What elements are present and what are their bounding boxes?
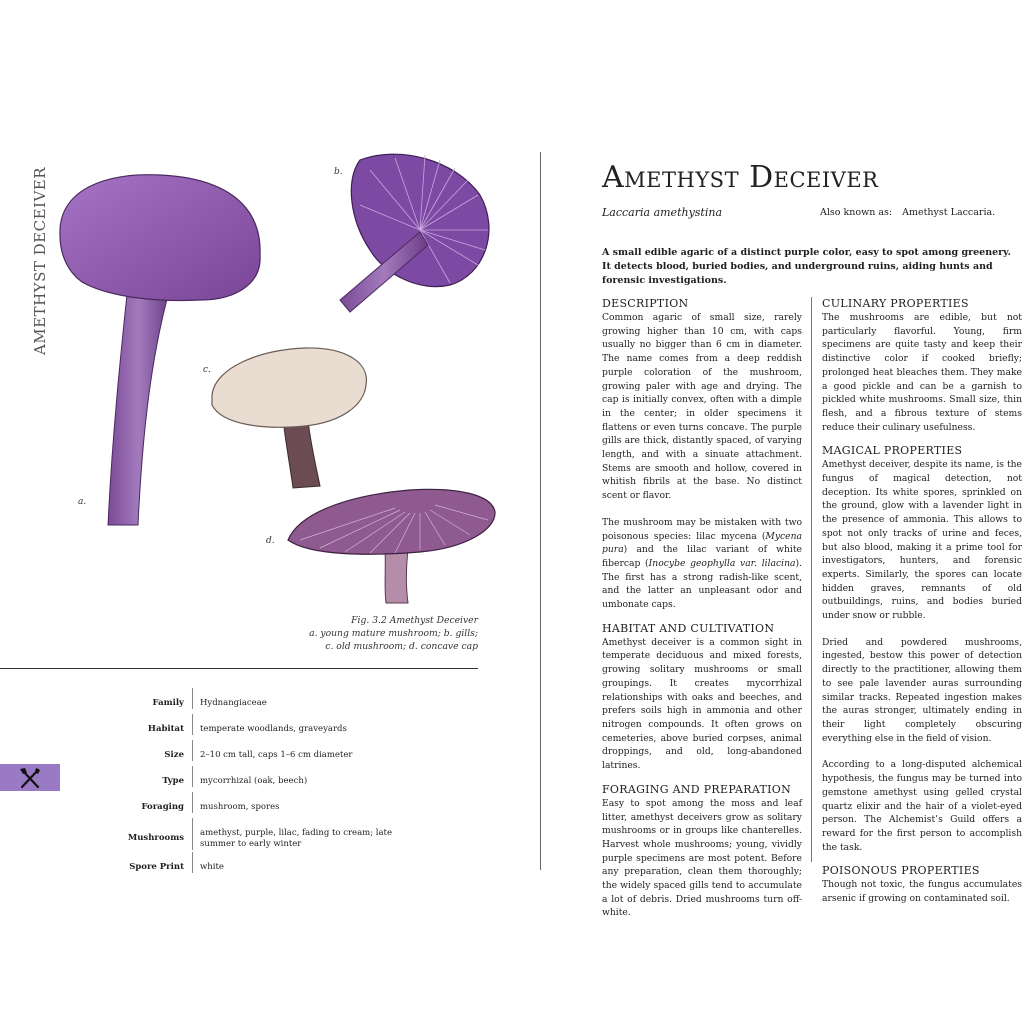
fact-row-type	[110, 766, 430, 792]
fact-label: Foraging	[141, 802, 184, 812]
caption-line-2: a. young mature mushroom; b. gills;	[309, 628, 478, 639]
fact-value: Hydnangiaceae	[192, 688, 422, 709]
fact-value: temperate woodlands, graveyards	[192, 714, 422, 735]
mushroom-b	[340, 154, 489, 312]
habitat-heading: HABITAT AND CULTIVATION	[602, 621, 775, 635]
figure-label-c: c.	[203, 365, 211, 375]
poisonous-heading: POISONOUS PROPERTIES	[822, 864, 980, 878]
intro-summary: A small edible agaric of a distinct purple color, easy to spot among greenery. It detects blood, buried bodies, and underground ruins, aiding hunts and forensic investigations.	[602, 247, 1011, 286]
fact-row-family	[110, 688, 430, 714]
fact-label: Size	[164, 750, 184, 760]
poisonous-paragraph: Though not toxic, the fungus accumulates arsenic if growing on contaminated soil.	[822, 879, 1022, 905]
page-title: Amethyst Deceiver	[602, 160, 879, 195]
magical-paragraph-2: Dried and powdered mushrooms, ingested, bestow this power of detection directly to the practitioner, allowing them to see pale lavender auras surrounding similar tracks. Repeated ingestion makes the auras stronger, ultimately ending in their light completely obscuring everything else in the field of vision.	[822, 636, 1022, 744]
culinary-heading: CULINARY PROPERTIES	[822, 297, 969, 310]
column-divider	[811, 297, 812, 862]
latin-name: Laccaria amethystina	[602, 206, 723, 219]
fact-label: Type	[162, 776, 184, 786]
fact-value: mushroom, spores	[192, 792, 422, 813]
fact-value: white	[192, 852, 422, 873]
caption-title: Fig. 3.2 Amethyst Deceiver	[351, 615, 478, 626]
foraging-heading: FORAGING AND PREPARATION	[602, 782, 792, 796]
description-paragraph-1: Common agaric of small size, rarely growing higher than 10 cm, with caps usually no bigger than 6 cm in diameter. The name comes from a deep reddish purple coloration of the mushroom, growing paler with age and drying. The cap is initially convex, often with a dimple in the center; in older specimens it flattens or even turns concave. The purple gills are thick, distantly spaced, of varying length, and with a sinuate attachment. Stems are smooth and hollow, covered in whitish fibrils at the base. No distinct scent or flavor.	[602, 312, 802, 502]
aka-label: Also known as:	[820, 207, 893, 218]
mushroom-c	[212, 348, 366, 488]
figure-label-d: d.	[266, 536, 275, 546]
fact-label: Mushrooms	[127, 833, 184, 843]
horizontal-divider	[0, 668, 478, 669]
fact-row-mushrooms	[110, 818, 430, 852]
fact-row-foraging	[110, 792, 430, 818]
section-tab[interactable]	[0, 764, 60, 791]
page-gutter	[540, 152, 541, 870]
figure-caption	[178, 614, 478, 653]
culinary-paragraph: The mushrooms are edible, but not particularly flavorful. Young, firm specimens are quite tasty and keep their distinctive color if cooked briefly; prolonged heat bleaches them. They make a good pickle and can be a garnish to pickled white mushrooms. Small size, thin flesh, and a fibrous texture of stems reduce their culinary usefulness.	[822, 312, 1022, 433]
fact-value: amethyst, purple, lilac, fading to cream; late summer to early winter	[192, 818, 422, 850]
crossed-utensils-icon	[18, 767, 42, 789]
fact-label: Spore Print	[129, 862, 184, 872]
magical-paragraph-1: Amethyst deceiver, despite its name, is the fungus of magical detection, not deception. Its white spores, sprinkled on the ground, glow with a lavender light in the presence of ammonia. This allows to spot not only tracks of urine and feces, but also blood, making it a prime tool for investigators, hunters, and forensic experts. Similarly, the spores can locate hidden graves, remnants of old outbuildings, ruins, and bodies buried under snow or rubble.	[822, 459, 1022, 622]
fact-row-spore-print	[110, 852, 430, 878]
aka-value: Amethyst Laccaria.	[902, 207, 996, 218]
facts-table	[110, 688, 430, 878]
magical-paragraph-3: According to a long-disputed alchemical hypothesis, the fungus may be turned into gemstone amethyst using gelled crystal quartz elixir and the hair of a violet-eyed person. The Alchemist’s Guild offers a reward for the first person to accomplish the task.	[822, 759, 1022, 853]
habitat-paragraph: Amethyst deceiver is a common sight in temperate deciduous and mixed forests, growing solitary mushrooms or small groupings. It creates mycorrhizal relationships with oaks and beeches, and prefers soils high in ammonia and other nitrogen compounds. It often grows on cemeteries, above buried corpses, animal droppings, and old, long-abandoned latrines.	[602, 636, 802, 772]
fact-value: mycorrhizal (oak, beech)	[192, 766, 422, 787]
description-heading: DESCRIPTION	[602, 297, 689, 310]
fact-label: Family	[152, 698, 184, 708]
magical-heading: MAGICAL PROPERTIES	[822, 444, 963, 458]
mushroom-d	[288, 489, 495, 603]
description-paragraph-2: The mushroom may be mistaken with two poisonous species: lilac mycena (Mycena pura) and the lilac variant of white fibercap (Inocybe geophylla var. lilacina). The first has a strong radish-like scent, and the latter an unpleasant odor and umbonate caps.	[602, 516, 802, 611]
spine-title: AMETHYST DECEIVER	[31, 166, 49, 355]
mushroom-a	[60, 175, 260, 525]
figure-label-a: a.	[78, 497, 87, 507]
foraging-paragraph: Easy to spot among the moss and leaf litter, amethyst deceivers grow as solitary mushrooms or in groups like chanterelles. Harvest whole mushrooms; young, vividly purple specimens are most potent. Before any preparation, clean them thoroughly; the widely spaced gills tend to accumulate a lot of debris. Dried mushrooms turn off-white.	[602, 797, 802, 919]
fact-value: 2–10 cm tall, caps 1–6 cm diameter	[192, 740, 422, 761]
left-column	[602, 297, 802, 920]
mushroom-illustrations	[0, 0, 540, 660]
also-known-as	[820, 207, 995, 218]
fact-label: Habitat	[147, 724, 184, 734]
figure-label-b: b.	[334, 167, 343, 177]
caption-line-3: c. old mushroom; d. concave cap	[325, 641, 478, 652]
fact-row-size	[110, 740, 430, 766]
fact-row-habitat	[110, 714, 430, 740]
right-column	[822, 297, 1022, 906]
